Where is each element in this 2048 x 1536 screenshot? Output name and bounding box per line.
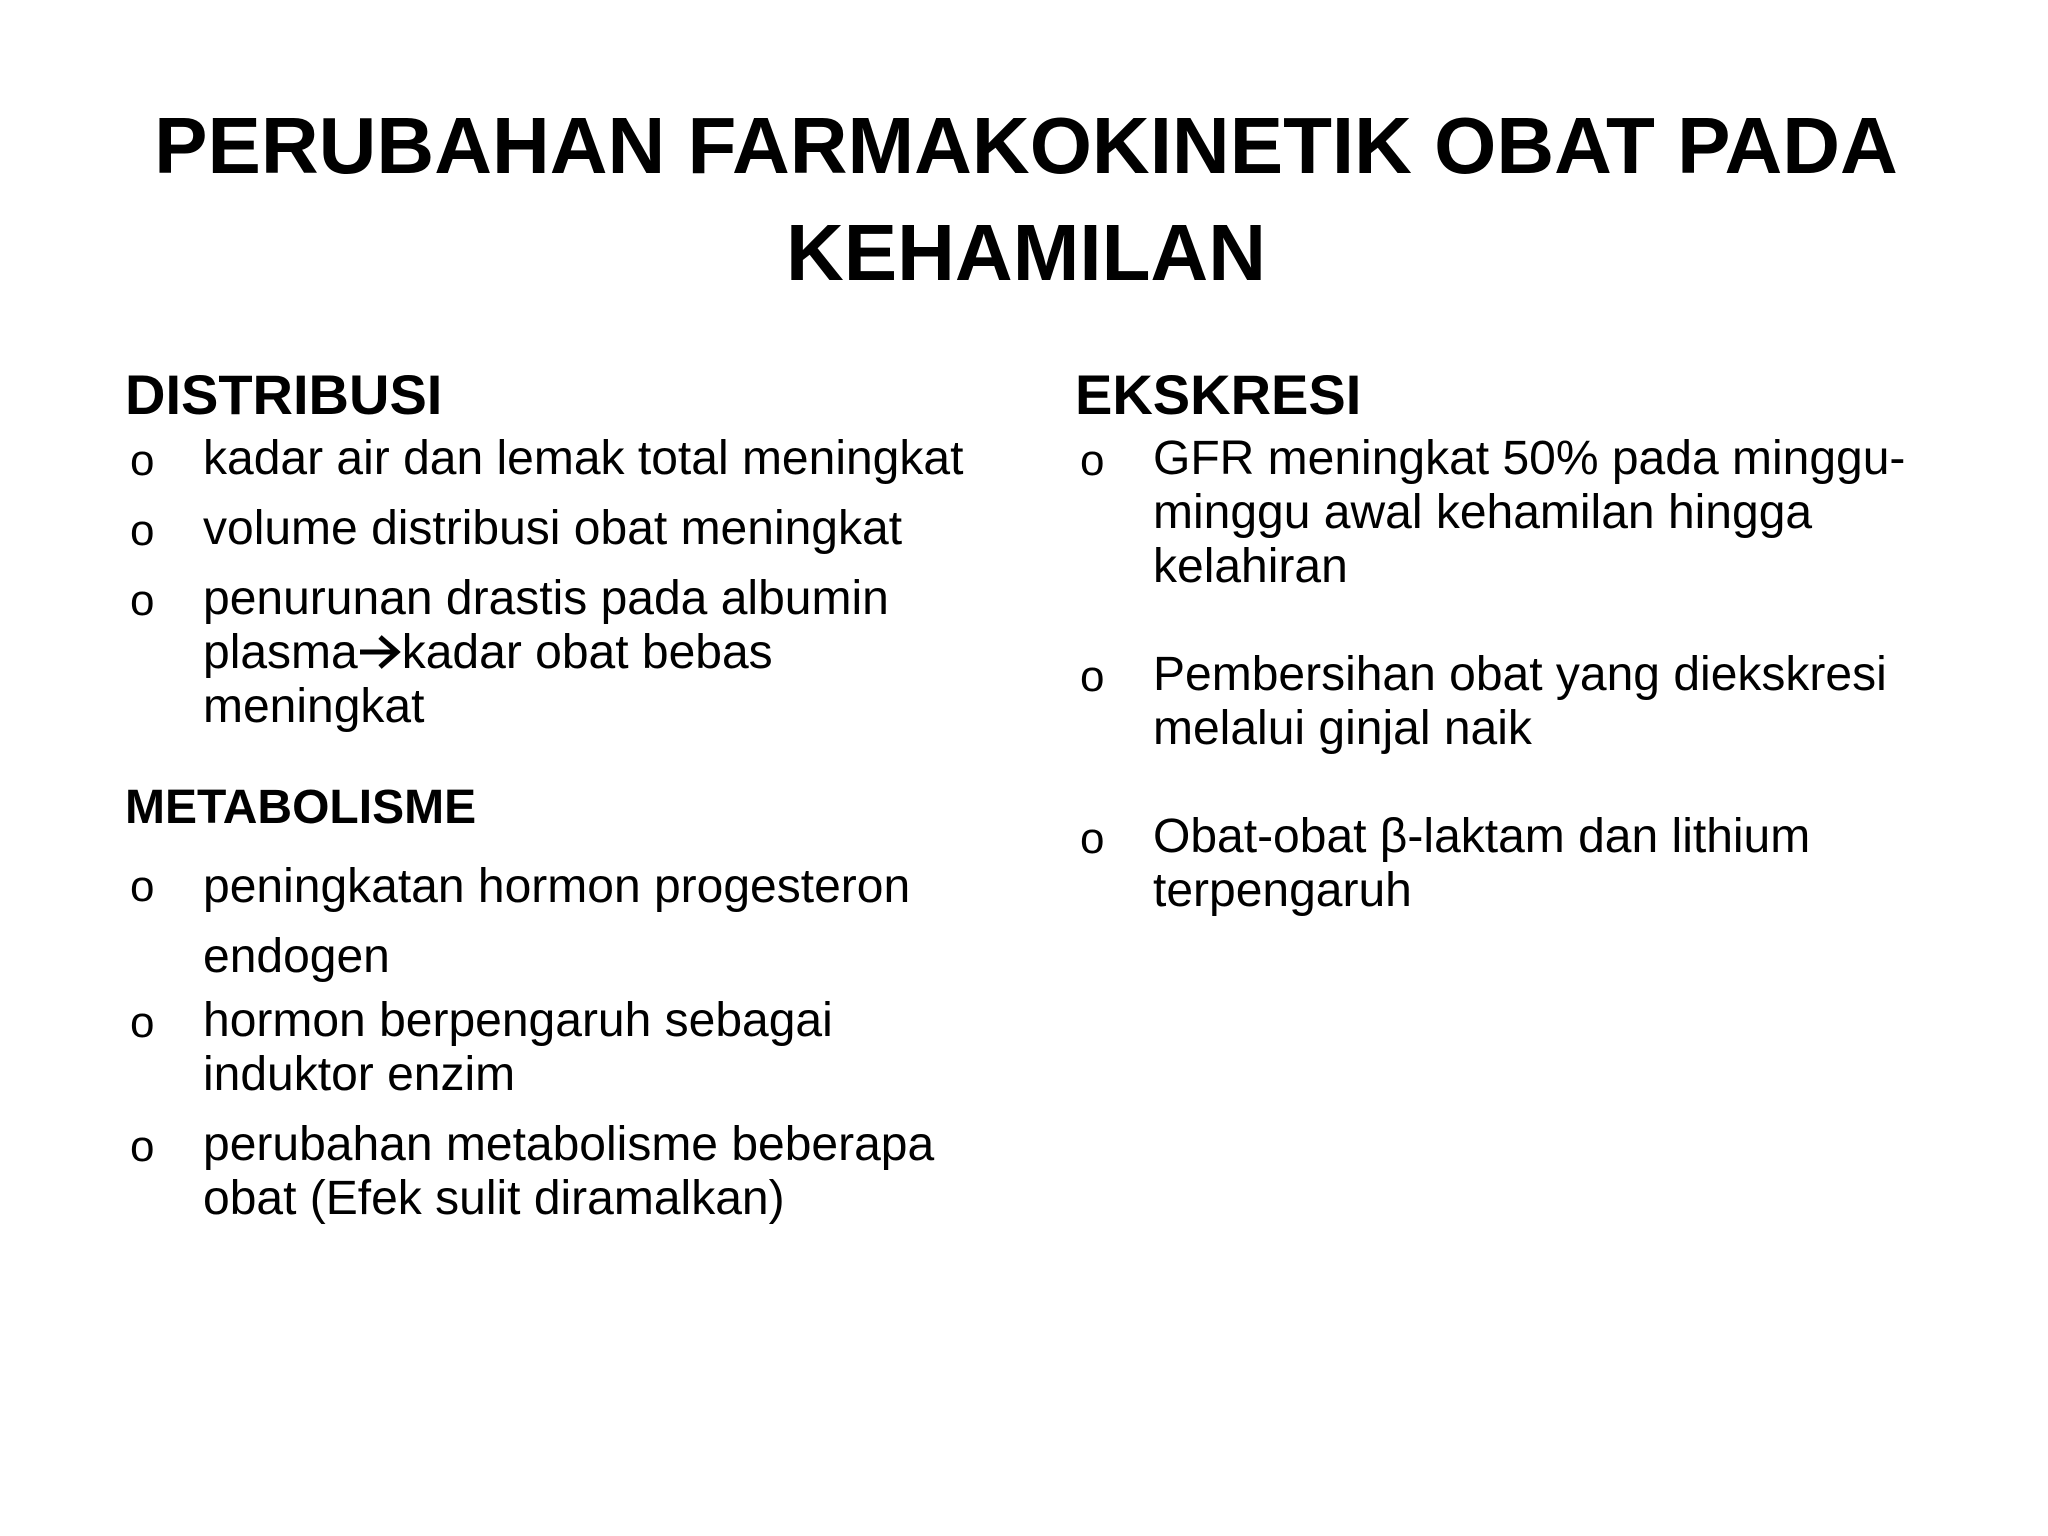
bullet-icon: o bbox=[1080, 814, 1105, 863]
heading-distribusi: DISTRIBUSI bbox=[125, 363, 443, 426]
list-item-text: Obat-obat β-laktam dan lithium terpengaruh bbox=[1153, 810, 1811, 917]
ekskresi-list bbox=[1075, 432, 1925, 918]
bullet-icon: o bbox=[130, 576, 155, 625]
list-item bbox=[1075, 432, 1925, 594]
heading-metabolisme: METABOLISME bbox=[125, 781, 477, 834]
bullet-icon: o bbox=[130, 436, 155, 485]
list-item-text: penurunan drastis pada albumin plasma bbox=[203, 572, 889, 679]
list-item bbox=[1075, 648, 1925, 756]
bullet-icon: o bbox=[130, 506, 155, 555]
bullet-icon: o bbox=[1080, 652, 1105, 701]
list-item bbox=[1075, 810, 1925, 918]
list-item-text: Pembersihan obat yang diekskresi melalui ginjal naik bbox=[1153, 648, 1887, 755]
left-column bbox=[125, 360, 1005, 1226]
list-item-text: perubahan metabolisme beberapa obat (Efek sulit diramalkan) bbox=[203, 1118, 935, 1225]
list-item-text-continued: kadar obat bebas meningkat bbox=[203, 626, 773, 733]
arrow-right-icon bbox=[358, 632, 402, 672]
list-item bbox=[125, 502, 1005, 556]
list-item bbox=[125, 572, 1005, 734]
slide-title: PERUBAHAN FARMAKOKINETIK OBAT PADA KEHAMILAN bbox=[154, 101, 1898, 297]
metabolisme-list bbox=[125, 852, 1005, 1226]
list-item-text: GFR meningkat 50% pada minggu-minggu awal kehamilan hingga kelahiran bbox=[1153, 432, 1906, 593]
list-item-text: peningkatan hormon progesteron endogen bbox=[203, 860, 911, 983]
list-item bbox=[125, 432, 1005, 486]
bullet-icon: o bbox=[130, 1122, 155, 1171]
bullet-icon: o bbox=[1080, 436, 1105, 485]
right-column bbox=[1075, 360, 1925, 918]
list-item-text: kadar air dan lemak total meningkat bbox=[203, 432, 964, 485]
list-item bbox=[125, 1118, 1005, 1226]
list-item-text: hormon berpengaruh sebagai induktor enzim bbox=[203, 994, 833, 1101]
heading-ekskresi: EKSKRESI bbox=[1075, 363, 1362, 426]
distribusi-list bbox=[125, 432, 1005, 734]
bullet-icon: o bbox=[130, 862, 155, 911]
list-item-text: volume distribusi obat meningkat bbox=[203, 502, 903, 555]
bullet-icon: o bbox=[130, 998, 155, 1047]
list-item bbox=[125, 852, 1005, 992]
list-item bbox=[125, 994, 1005, 1102]
